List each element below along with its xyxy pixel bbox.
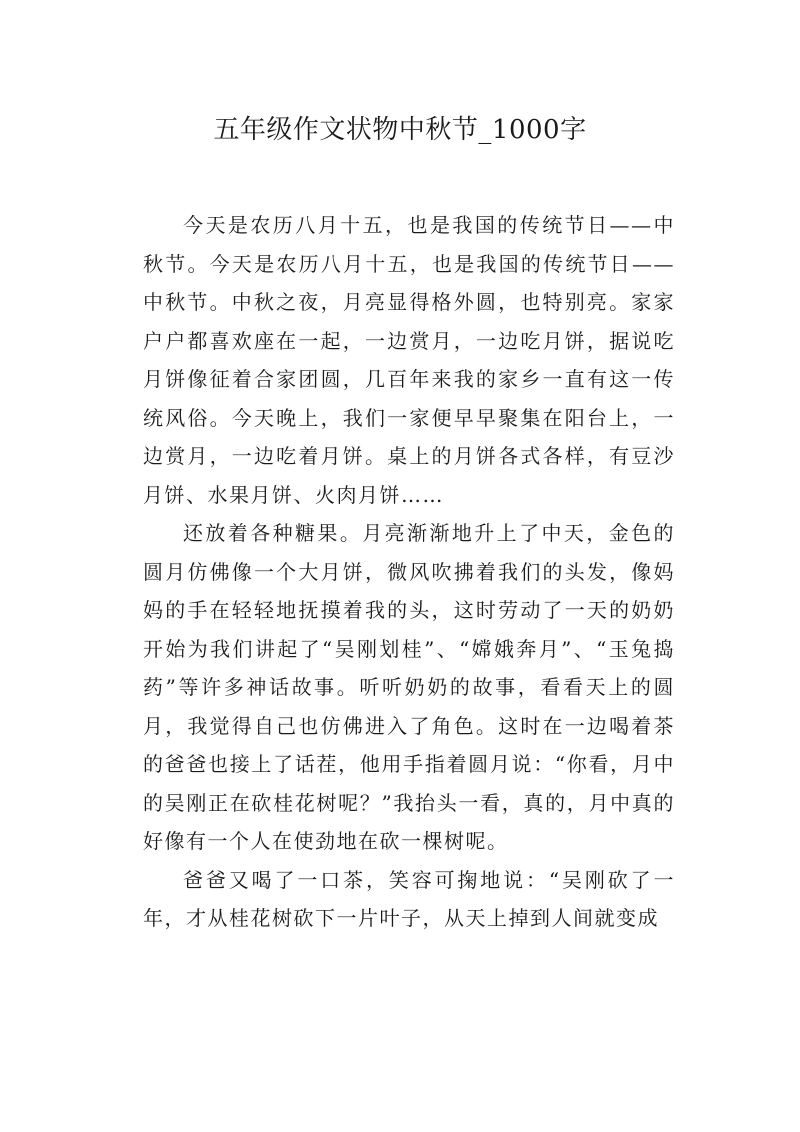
- paragraph-3: 爸爸又喝了一口茶，笑容可掬地说：“吴刚砍了一年，才从桂花树砍下一片叶子，从天上掉到人间就变成: [143, 867, 675, 930]
- document-title: 五年级作文状物中秋节_1000字: [213, 115, 587, 145]
- paragraph-1: 今天是农历八月十五，也是我国的传统节日——中秋节。今天是农历八月十五，也是我国的传统节日——中秋节。中秋之夜，月亮显得格外圆，也特别亮。家家户户都喜欢座在一起，一边赏月，一边吃月饼，据说吃月饼像征着合家团圆，几百年来我的家乡一直有这一传统风俗。今天晚上，我们一家便早早聚集在阳台上，一边赏月，一边吃着月饼。桌上的月饼各式各样，有豆沙月饼、水果月饼、火肉月饼……: [143, 213, 675, 507]
- document-body: [143, 206, 675, 938]
- paragraph-2: 还放着各种糖果。月亮渐渐地升上了中天，金色的圆月仿佛像一个大月饼，微风吹拂着我们的头发，像妈妈的手在轻轻地抚摸着我的头，这时劳动了一天的奶奶开始为我们讲起了“吴刚划桂”、“嫦娥奔月”、“玉兔捣药”等许多神话故事。听听奶奶的故事，看看天上的圆月，我觉得自己也仿佛进入了角色。这时在一边喝着茶的爸爸也接上了话茬，他用手指着圆月说：“你看，月中的吴刚正在砍桂花树呢？”我抬头一看，真的，月中真的好像有一个人在使劲地在砍一棵树呢。: [143, 521, 675, 853]
